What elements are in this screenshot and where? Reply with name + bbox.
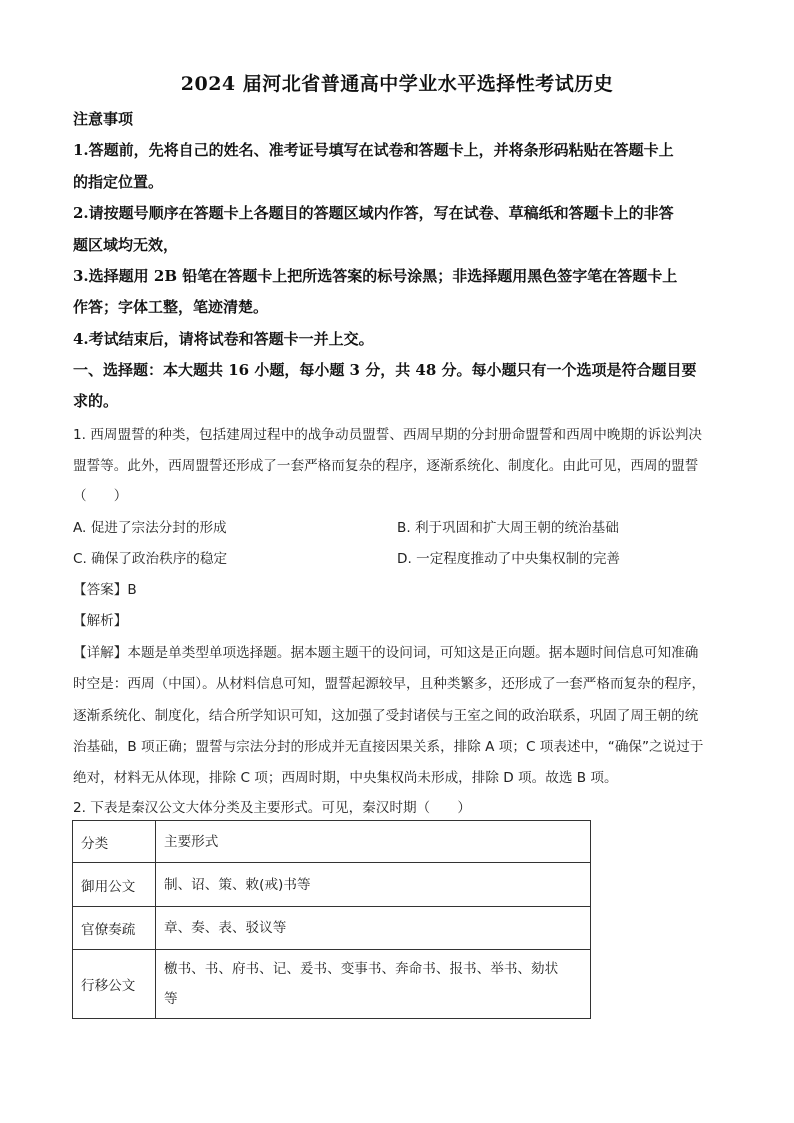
table-row bbox=[73, 950, 591, 1019]
section-heading: 一、选择题：本大题共 16 小题，每小题 3 分，共 48 分。每小题只有一个选项是符合题目要 bbox=[73, 361, 697, 379]
notice-item-1-cont: 的指定位置。 bbox=[73, 173, 164, 191]
table-cell-forms bbox=[156, 950, 591, 1019]
notice-item-4: 4.考试结束后，请将试卷和答题卡一并上交。 bbox=[73, 330, 374, 348]
q1-detail-line-1: 【详解】本题是单类型单项选择题。据本题主题干的设问词，可知这是正向题。据本题时间信息可知准确 bbox=[73, 645, 699, 661]
table-cell-forms: 章、奏、表、驳议等 bbox=[156, 907, 591, 950]
q1-option-a: A. 促进了宗法分封的形成 bbox=[73, 520, 227, 536]
notice-item-2: 2.请按题号顺序在答题卡上各题目的答题区域内作答，写在试卷、草稿纸和答题卡上的非答 bbox=[73, 204, 674, 222]
notice-heading: 注意事项 bbox=[73, 110, 134, 128]
q1-detail-line-2: 时空是：西周（中国）。从材料信息可知，盟誓起源较早，且种类繁多，还形成了一套严格而复杂的程序， bbox=[73, 676, 706, 692]
notice-item-3-cont: 作答；字体工整，笔迹清楚。 bbox=[73, 298, 269, 316]
q1-stem-line-3: （ ） bbox=[73, 488, 128, 504]
table-row bbox=[73, 907, 591, 950]
q1-stem-line-2: 盟誓等。此外，西周盟誓还形成了一套严格而复杂的程序，逐渐系统化、制度化。由此可见，西周的盟誓 bbox=[73, 458, 699, 474]
q1-option-d: D. 一定程度推动了中央集权制的完善 bbox=[397, 551, 621, 567]
table-cell-forms-line-1: 檄书、书、府书、记、爰书、变事书、奔命书、报书、举书、劾状 bbox=[164, 961, 559, 977]
notice-item-1: 1.答题前，先将自己的姓名、准考证号填写在试卷和答题卡上，并将条形码粘贴在答题卡上 bbox=[73, 141, 674, 159]
page-title: 2024 届河北省普通高中学业水平选择性考试历史 bbox=[180, 73, 614, 95]
table-cell-forms: 制、诏、策、敕(戒)书等 bbox=[156, 863, 591, 907]
table-header-forms: 主要形式 bbox=[156, 821, 591, 863]
table-header-row bbox=[73, 821, 591, 863]
q1-option-c: C. 确保了政治秩序的稳定 bbox=[73, 551, 228, 567]
table-cell-forms-line-2: 等 bbox=[164, 991, 178, 1007]
table-header-category: 分类 bbox=[73, 821, 156, 863]
q2-table bbox=[72, 820, 591, 1019]
table-cell-category: 官僚奏疏 bbox=[73, 907, 156, 950]
notice-item-3: 3.选择题用 2B 铅笔在答题卡上把所选答案的标号涂黑；非选择题用黑色签字笔在答题卡上 bbox=[73, 267, 678, 285]
q1-analysis-label: 【解析】 bbox=[73, 613, 128, 629]
notice-item-2-cont: 题区域均无效， bbox=[73, 236, 179, 254]
q1-stem-line-1: 1. 西周盟誓的种类，包括建周过程中的战争动员盟誓、西周早期的分封册命盟誓和西周中晚期的诉讼判决 bbox=[73, 427, 703, 443]
q1-detail-line-5: 绝对，材料无从体现，排除 C 项；西周时期，中央集权尚未形成，排除 D 项。故选 B 项。 bbox=[73, 770, 618, 786]
section-heading-cont: 求的。 bbox=[73, 392, 119, 410]
q1-detail-line-3: 逐渐系统化、制度化，结合所学知识可知，这加强了受封诸侯与王室之间的政治联系，巩固了周王朝的统 bbox=[73, 708, 699, 724]
q1-answer: 【答案】B bbox=[73, 582, 137, 598]
table-cell-category: 御用公文 bbox=[73, 863, 156, 907]
q2-stem: 2. 下表是秦汉公文大体分类及主要形式。可见，秦汉时期（ ） bbox=[73, 800, 471, 816]
table-row bbox=[73, 863, 591, 907]
q1-detail-line-4: 治基础，B 项正确；盟誓与宗法分封的形成并无直接因果关系，排除 A 项；C 项表述中，“确保”之说过于 bbox=[73, 739, 704, 755]
q1-option-b: B. 利于巩固和扩大周王朝的统治基础 bbox=[397, 520, 619, 536]
table-cell-category: 行移公文 bbox=[73, 950, 156, 1019]
